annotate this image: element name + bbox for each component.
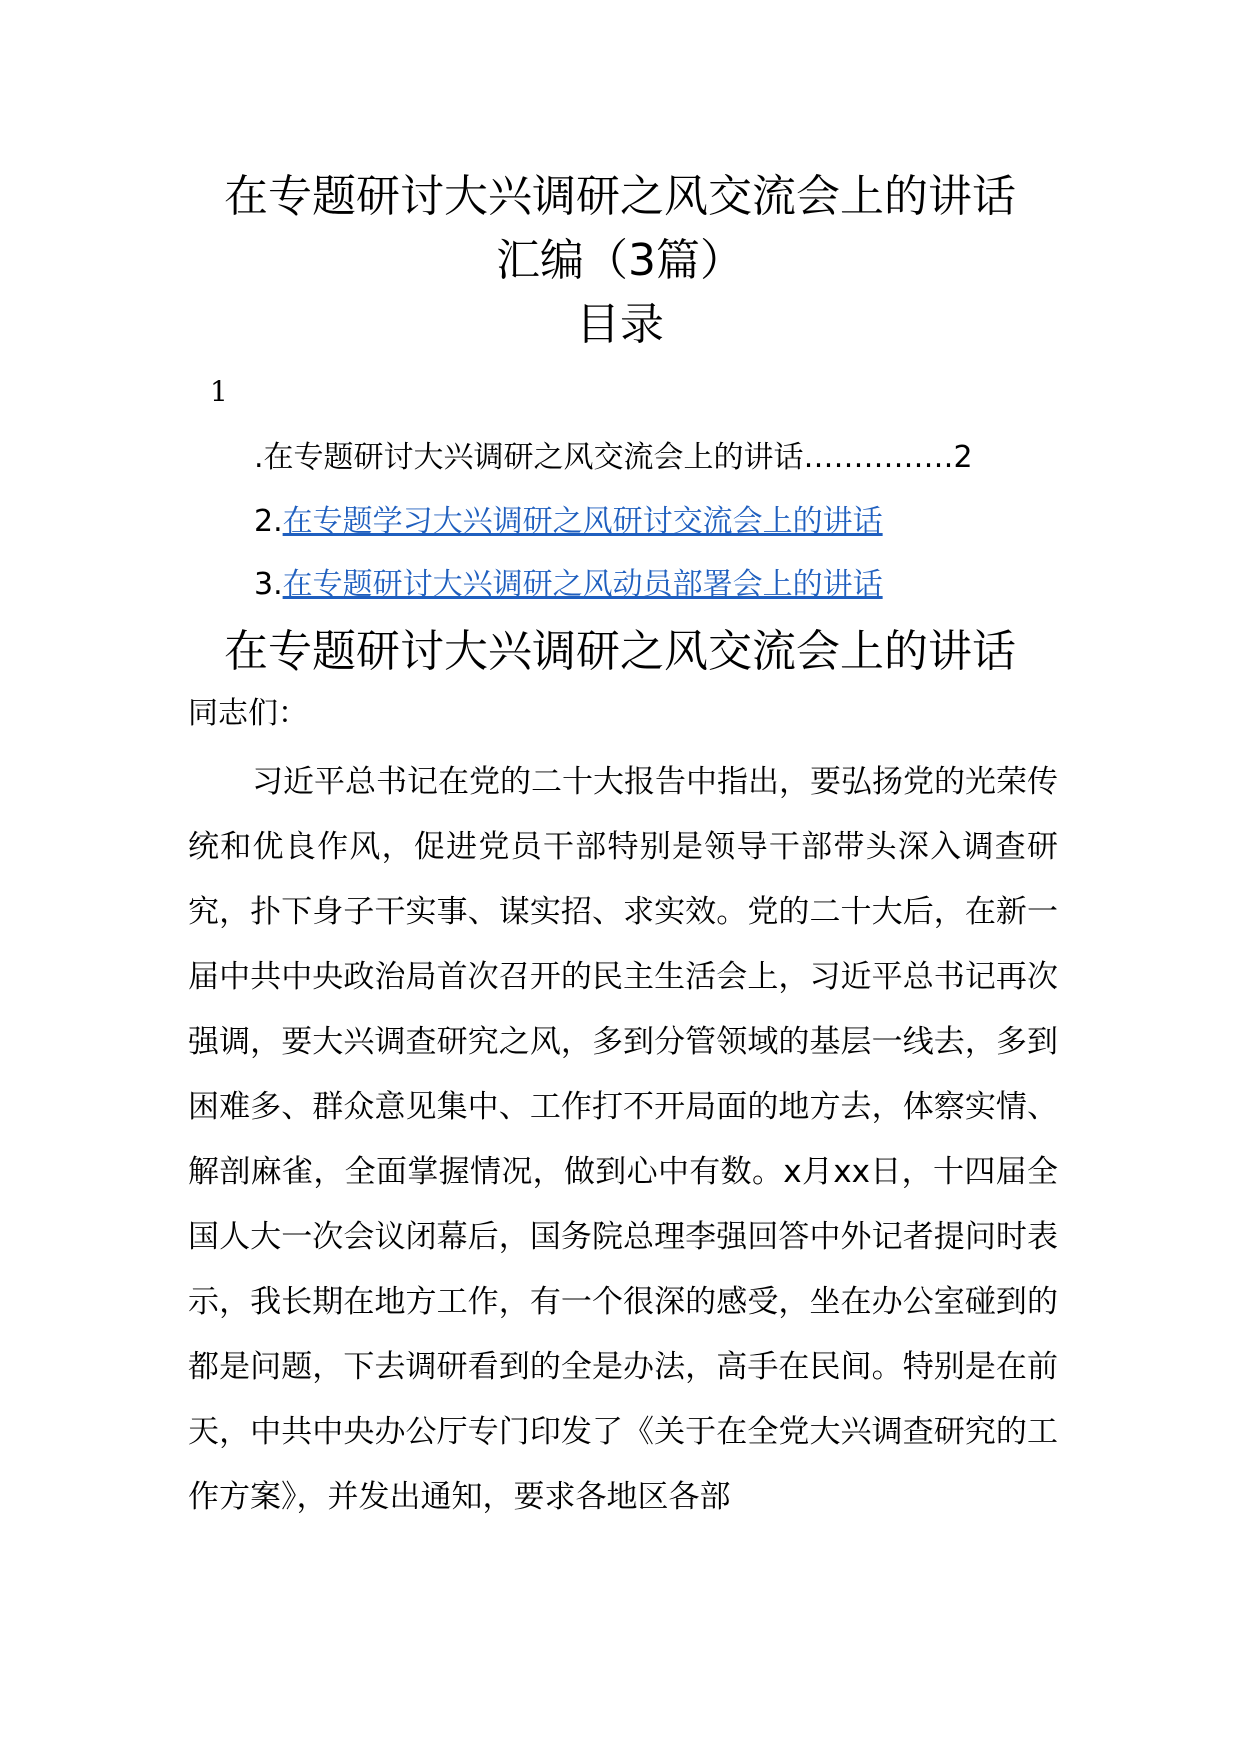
document-title-line-1: 在专题研讨大兴调研之风交流会上的讲话 [224, 171, 1016, 222]
toc-heading: 目录 [576, 299, 664, 350]
body-paragraph: 习近平总书记在党的二十大报告中指出，要弘扬党的光荣传统和优良作风，促进党员干部特别是领导干部带头深入调查研究，扑下身子干实事、谋实招、求实效。党的二十大后，在新一届中共中央政治局首次召开的民主生活会上，习近平总书记再次强调，要大兴调查研究之风，多到分管领域的基层一线去，多到困难多、群众意见集中、工作打不开局面的地方去，体察实情、解剖麻雀，全面掌握情况，做到心中有数。x月xx日，十四届全国人大一次会议闭幕后，国务院总理李强回答中外记者提问时表示，我长期在地方工作，有一个很深的感受，坐在办公室碰到的都是问题，下去调研看到的全是办法，高手在民间。特别是在前天，中共中央办公厅专门印发了《关于在全党大兴调查研究的工作方案》，并发出通知，要求各地区各部 [188, 764, 1058, 1515]
toc-item-1-text[interactable]: .在专题研讨大兴调研之风交流会上的讲话……………2 [254, 440, 973, 475]
toc-item-2-link[interactable]: 在专题学习大兴调研之风研讨交流会上的讲话 [282, 504, 883, 539]
salutation: 同志们： [188, 696, 308, 731]
toc-number-prefix: 1 [210, 375, 228, 408]
toc-item-3-link[interactable]: 在专题研讨大兴调研之风动员部署会上的讲话 [282, 567, 883, 602]
document-title-line-2: 汇编（3篇） [496, 235, 744, 286]
toc-item-1[interactable] [254, 436, 973, 480]
toc-item-2-prefix: 2. [254, 504, 283, 539]
section-title: 在专题研讨大兴调研之风交流会上的讲话 [224, 626, 1016, 677]
toc-item-2[interactable] [254, 500, 883, 544]
toc-item-3[interactable] [254, 563, 883, 607]
toc-item-3-prefix: 3. [254, 567, 283, 602]
